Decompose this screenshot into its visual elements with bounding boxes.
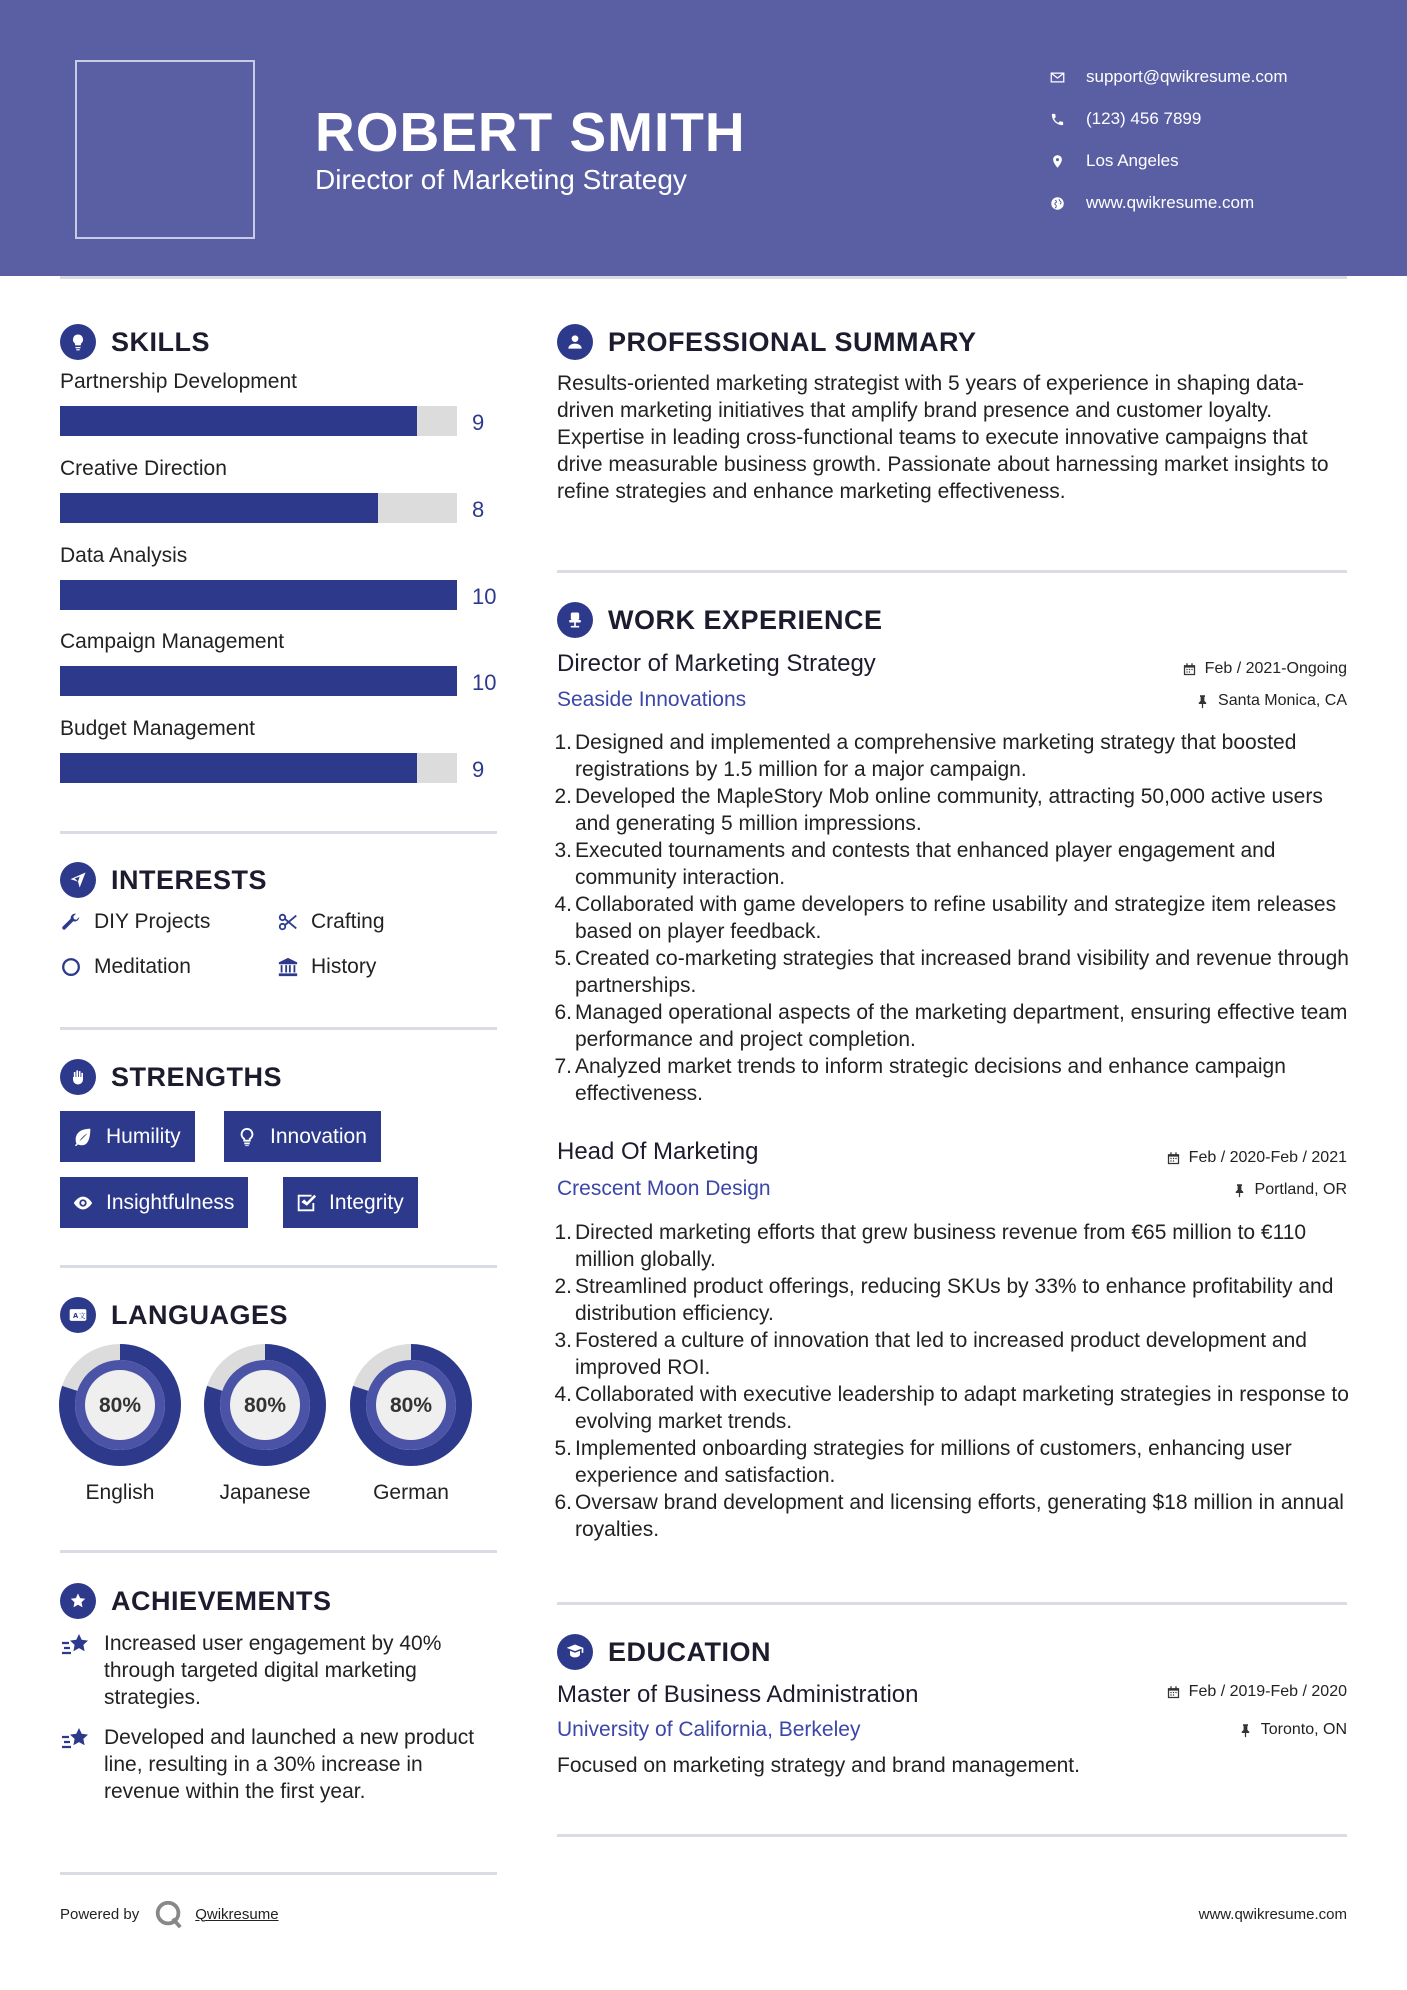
office-chair-icon [557, 602, 593, 638]
svg-text:文: 文 [78, 1311, 86, 1320]
degree-title: Master of Business Administration [557, 1681, 919, 1708]
translate-icon [60, 1297, 96, 1333]
job-title: Head Of Marketing [557, 1138, 759, 1165]
list-item: 5. Implemented onboarding strategies for millions of customers, enhancing user experience and satisfaction. [554, 1437, 1292, 1487]
interests-title: INTERESTS [111, 864, 268, 895]
skill-item [60, 544, 500, 609]
achievements-heading [60, 1583, 332, 1619]
skill-bar [60, 753, 457, 783]
list-item: 5. Created co-marketing strategies that increased brand visibility and revenue through partnerships. [554, 947, 1349, 997]
circle-icon [60, 956, 82, 978]
museum-icon [277, 956, 299, 978]
job-dates [1182, 660, 1347, 678]
language-progress-ring [59, 1344, 181, 1466]
skill-value: 9 [472, 757, 485, 782]
job-location-text: Portland, OR [1254, 1181, 1347, 1198]
skill-item [60, 717, 500, 782]
header-divider [60, 276, 1347, 279]
job-location-text: Santa Monica, CA [1218, 692, 1347, 709]
interest-label: Meditation [94, 955, 191, 978]
contact-email-text: support@qwikresume.com [1086, 67, 1288, 86]
paper-plane-icon [60, 862, 96, 898]
education-location [1238, 1721, 1347, 1739]
envelope-icon [1050, 70, 1086, 85]
footer-powered-by [60, 1898, 279, 1930]
list-item: 2. Developed the MapleStory Mob online community, attracting 50,000 active users and generating 5 million impressions. [554, 785, 1323, 835]
achievement-item [60, 1724, 500, 1805]
job-location [1232, 1181, 1347, 1199]
list-item: 1. Directed marketing efforts that grew business revenue from €65 million to €110 million globally. [554, 1221, 1307, 1271]
contact-list [1050, 56, 1288, 224]
summary-title: PROFESSIONAL SUMMARY [608, 326, 977, 357]
achievement-text: Increased user engagement by 40% through targeted digital marketing strategies. [104, 1632, 442, 1709]
job-bullets [552, 1219, 1352, 1543]
skill-name: Campaign Management [60, 630, 285, 653]
summary-heading [557, 324, 977, 360]
contact-location [1050, 140, 1288, 182]
strength-badge [60, 1111, 195, 1162]
skill-value: 10 [472, 584, 497, 609]
education-location-text: Toronto, ON [1260, 1721, 1347, 1738]
skill-name: Creative Direction [60, 457, 227, 480]
company-name[interactable]: Seaside Innovations [557, 688, 747, 711]
section-divider [60, 1550, 497, 1553]
list-item: 2. Streamlined product offerings, reducing SKUs by 33% to enhance profitability and distribution efficiency. [554, 1275, 1334, 1325]
language-item [59, 1344, 181, 1505]
language-item [350, 1344, 472, 1505]
leaf-icon [72, 1126, 94, 1148]
job-dates-text: Feb / 2020-Feb / 2021 [1188, 1149, 1347, 1166]
qwikresume-logo-icon [153, 1898, 185, 1930]
languages-title: LANGUAGES [111, 1299, 289, 1330]
job-bullets [552, 729, 1352, 1107]
language-percent: 80% [389, 1394, 433, 1417]
strengths-heading [60, 1059, 282, 1095]
skill-value: 8 [472, 497, 485, 522]
list-item: 6. Managed operational aspects of the marketing department, ensuring effective team performance and project completion. [554, 1001, 1348, 1051]
interest-item [277, 910, 385, 934]
star-badge-icon [60, 1583, 96, 1619]
skill-name: Data Analysis [60, 544, 188, 567]
candidate-name: ROBERT SMITH [315, 101, 746, 163]
fist-icon [60, 1059, 96, 1095]
language-progress-ring [350, 1344, 472, 1466]
interests-heading [60, 862, 267, 898]
skill-bar-fill [60, 580, 457, 610]
shooting-star-icon [60, 1726, 92, 1754]
achievements-title: ACHIEVEMENTS [111, 1585, 332, 1616]
school-name[interactable]: University of California, Berkeley [557, 1718, 861, 1741]
interest-label: History [311, 955, 377, 978]
contact-phone-text: (123) 456 7899 [1086, 109, 1202, 128]
brand-link[interactable]: Qwikresume [195, 1905, 279, 1923]
skill-bar-fill [60, 493, 378, 523]
language-progress-ring [204, 1344, 326, 1466]
interest-item [60, 910, 210, 934]
graduate-icon [557, 1634, 593, 1670]
contact-phone[interactable] [1050, 98, 1288, 140]
job-dates [1166, 1149, 1347, 1167]
language-percent: 80% [243, 1394, 287, 1417]
experience-heading [557, 602, 883, 638]
section-divider [60, 1265, 497, 1268]
wrench-icon [60, 911, 82, 933]
section-divider [557, 1602, 1347, 1605]
education-description: Focused on marketing strategy and brand management. [557, 1754, 1080, 1777]
achievement-item [60, 1630, 500, 1711]
skill-bar [60, 406, 457, 436]
list-item: 4. Collaborated with executive leadership to adapt marketing strategies in response to evolving market trends. [554, 1383, 1349, 1433]
resume-header [0, 0, 1407, 276]
education-heading [557, 1634, 771, 1670]
job-dates-text: Feb / 2021-Ongoing [1204, 660, 1347, 677]
eye-icon [72, 1192, 94, 1214]
achievement-text: Developed and launched a new product line, resulting in a 30% increase in revenue within the first year. [104, 1726, 475, 1803]
list-item: 1. Designed and implemented a comprehensive marketing strategy that boosted registrations by 1.5 million for a major campaign. [554, 731, 1297, 781]
summary-text: Results-oriented marketing strategist with 5 years of experience in shaping data-driven marketing initiatives that amplify brand presence and customer loyalty. Expertise in leading cross-functional teams to execute innovative campaigns that drive measurable business growth. Passionate about harnessing market insights to refine strategies and enhance marketing effectiveness. [557, 372, 1329, 503]
contact-email[interactable] [1050, 56, 1288, 98]
company-name[interactable]: Crescent Moon Design [557, 1177, 771, 1200]
section-divider [60, 1027, 497, 1030]
skill-bar [60, 580, 457, 610]
languages-heading [60, 1297, 288, 1333]
job-location [1195, 692, 1347, 710]
strengths-title: STRENGTHS [111, 1061, 283, 1092]
interest-label: DIY Projects [94, 910, 211, 933]
section-divider [60, 831, 497, 834]
section-divider [557, 1834, 1347, 1837]
education-dates-text: Feb / 2019-Feb / 2020 [1188, 1683, 1347, 1700]
lightbulb-icon [60, 324, 96, 360]
language-name: Japanese [219, 1481, 311, 1504]
skill-name: Budget Management [60, 717, 255, 740]
language-item [204, 1344, 326, 1505]
checkbox-icon [295, 1192, 317, 1214]
section-divider [60, 1872, 497, 1875]
skill-bar-fill [60, 666, 457, 696]
interest-label: Crafting [311, 910, 385, 933]
list-item: 3. Fostered a culture of innovation that led to increased product development and improved ROI. [554, 1329, 1307, 1379]
scissors-icon [277, 911, 299, 933]
strength-label: Humility [106, 1124, 181, 1148]
language-name: German [373, 1481, 449, 1504]
globe-icon [1050, 196, 1086, 211]
pushpin-icon [1232, 1183, 1247, 1198]
strength-badge [283, 1177, 418, 1228]
education-dates [1166, 1683, 1347, 1701]
skill-bar-fill [60, 753, 417, 783]
skill-item [60, 630, 500, 695]
calendar-icon [1166, 1685, 1181, 1700]
user-icon [557, 324, 593, 360]
phone-icon [1050, 112, 1086, 127]
profile-photo-placeholder [75, 60, 255, 239]
svg-text:A: A [73, 1311, 79, 1320]
candidate-title: Director of Marketing Strategy [315, 164, 687, 195]
language-name: English [85, 1481, 155, 1504]
strength-badge [60, 1177, 248, 1228]
map-pin-icon [1050, 154, 1086, 169]
skill-value: 10 [472, 670, 497, 695]
calendar-icon [1166, 1151, 1181, 1166]
strength-label: Integrity [329, 1190, 404, 1214]
skill-bar [60, 493, 457, 523]
strength-label: Innovation [270, 1124, 367, 1148]
skills-title: SKILLS [111, 326, 211, 357]
skill-value: 9 [472, 410, 485, 435]
skill-name: Partnership Development [60, 370, 297, 393]
skills-heading [60, 324, 210, 360]
lightbulb-icon [236, 1126, 258, 1148]
skill-item [60, 457, 500, 522]
contact-website[interactable] [1050, 182, 1288, 224]
list-item: 3. Executed tournaments and contests that enhanced player engagement and community interaction. [554, 839, 1276, 889]
powered-by-text: Powered by [60, 1905, 140, 1923]
contact-website-text: www.qwikresume.com [1086, 193, 1255, 212]
skill-bar [60, 666, 457, 696]
job-title: Director of Marketing Strategy [557, 650, 876, 677]
list-item: 6. Oversaw brand development and licensing efforts, generating $18 million in annual royalties. [554, 1491, 1344, 1541]
strength-label: Insightfulness [106, 1190, 235, 1214]
pushpin-icon [1238, 1723, 1253, 1738]
language-percent: 80% [98, 1394, 142, 1417]
interest-item [60, 955, 191, 979]
strength-badge [224, 1111, 381, 1162]
education-title: EDUCATION [608, 1636, 771, 1667]
skill-bar-fill [60, 406, 417, 436]
list-item: 4. Collaborated with game developers to refine usability and strategize item releases based on player feedback. [554, 893, 1337, 943]
section-divider [557, 570, 1347, 573]
shooting-star-icon [60, 1632, 92, 1660]
list-item: 7. Analyzed market trends to inform strategic decisions and enhance campaign effectiveness. [554, 1055, 1286, 1105]
calendar-icon [1182, 662, 1197, 677]
pushpin-icon [1195, 694, 1210, 709]
skill-item [60, 370, 500, 435]
interest-item [277, 955, 376, 979]
footer-website[interactable]: www.qwikresume.com [1198, 1906, 1347, 1923]
contact-location-text: Los Angeles [1086, 151, 1179, 170]
experience-title: WORK EXPERIENCE [608, 604, 883, 635]
